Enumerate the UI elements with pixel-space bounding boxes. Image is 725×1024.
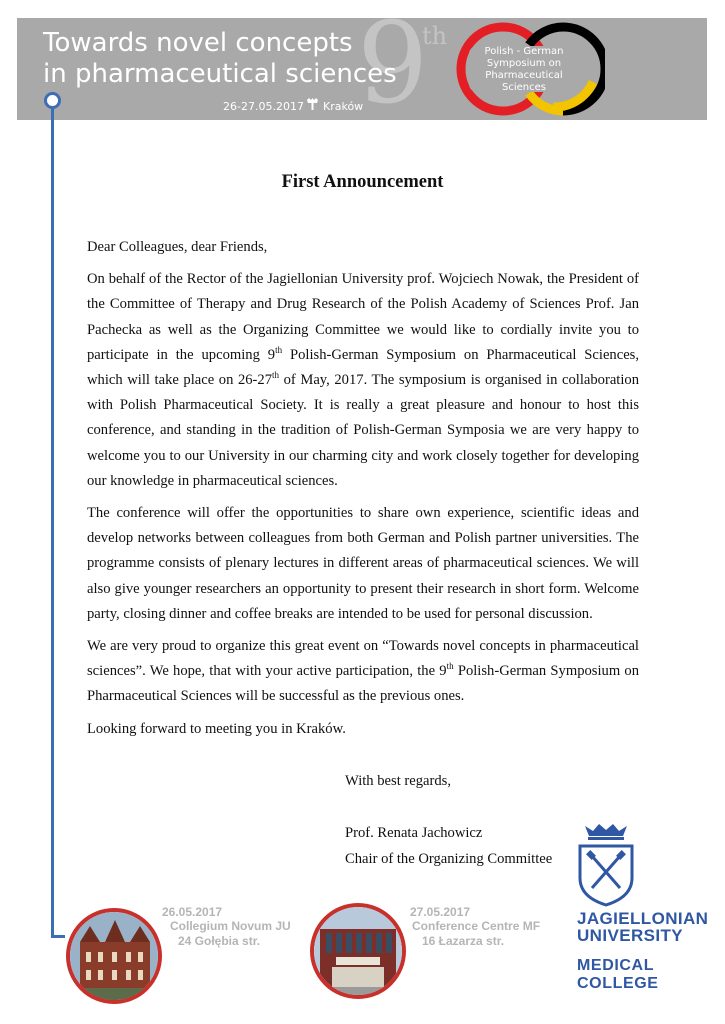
banner-title (43, 28, 397, 90)
building-image-icon (314, 907, 402, 995)
building-image-icon (70, 912, 158, 1000)
university-name (577, 910, 708, 944)
letter-body (87, 235, 639, 749)
paragraph-pride-part1: We are very proud to organize this great event on “Towards novel concepts in pharmaceutical sciences”. We hope, that with your active participation, the 9 (87, 638, 639, 680)
frame-line-vertical (51, 100, 54, 938)
banner-date: 26-27.05.2017 (223, 100, 304, 113)
banner-city: Kraków (323, 100, 364, 113)
paragraph-pride-part2: Polish-German Symposium on Pharmaceutical Sciences will be successful as the previous ones. (87, 663, 639, 705)
ordinal-number: 9 (357, 18, 429, 120)
venue2-date: 27.05.2017 (410, 905, 471, 919)
college-name (577, 957, 659, 993)
signer-role: Chair of the Organizing Committee (345, 851, 553, 867)
university-name-line1: JAGIELLONIAN (577, 909, 709, 928)
venue1-name: Collegium Novum JU (170, 919, 291, 933)
superscript-th: th (446, 661, 454, 672)
venue2-address: 16 Łazarza str. (422, 934, 505, 948)
paragraph-invitation-part2: Polish-German Symposium on Pharmaceutical Sciences, which will take place on 26-27 (87, 346, 639, 389)
header-banner (17, 18, 707, 120)
venue-photo-conference-centre (310, 903, 406, 999)
frame-line-horizontal (51, 935, 65, 938)
venue1-address: 24 Gołębia str. (178, 934, 261, 948)
signer-name: Prof. Renata Jachowicz (345, 825, 483, 841)
paragraph-invitation-part1: On behalf of the Rector of the Jagiellonian University prof. Wojciech Nowak, the President of the Committee of Therapy and Drug Research of the Polish Academy of Sciences Prof. Jan Pachecka as well as the Organizing Committee we would like to cordially invite you to participate in the upcoming 9 (87, 271, 639, 363)
university-crest-icon (577, 822, 635, 907)
logo-line3: Pharmaceutical Sciences (485, 70, 563, 93)
paragraph-invitation (87, 267, 639, 494)
page-title: First Announcement (281, 172, 444, 192)
greeting: Dear Colleagues, dear Friends, (87, 239, 268, 255)
paragraph-closing: Looking forward to meeting you in Kraków. (87, 720, 346, 737)
krakow-crest-icon (306, 97, 319, 111)
paragraph-invitation-part3: of May, 2017. The symposium is organised in collaboration with Polish Pharmaceutical Society. It is really a great pleasure and honour to host this conference, and standing in the tradition of Polish-German Symposia we are very happy to welcome you to our University in our charming city and work closely together for developing our knowledge in pharmaceutical sciences. (87, 372, 639, 489)
symposium-logo-text (463, 46, 585, 94)
venue2-name: Conference Centre MF (412, 919, 541, 933)
banner-title-line1: Towards novel concepts (43, 28, 353, 58)
superscript-th: th (272, 370, 280, 381)
ordinal-suffix: th (422, 22, 448, 50)
frame-ring-icon (44, 92, 61, 109)
paragraph-programme: The conference will offer the opportunities to share own experience, scientific ideas and develop networks between colleagues from both German and Polish partner universities. The programme consists of plenary lectures in different areas of pharmaceutical sciences. We will also give younger researchers an opportunity to present their research in short form. Welcome party, closing dinner and coffee breaks are intended to be used for personal discussion. (87, 505, 639, 622)
banner-title-line2: in pharmaceutical sciences (43, 59, 397, 89)
logo-line1: Polish - German (484, 46, 564, 57)
college-name-line1: MEDICAL (577, 957, 655, 974)
signature-block (345, 768, 552, 872)
superscript-th: th (275, 344, 283, 355)
venue1-date: 26.05.2017 (162, 905, 223, 919)
logo-line2: Symposium on (486, 58, 562, 69)
college-name-line2: COLLEGE (577, 975, 659, 992)
paragraph-pride (87, 634, 639, 710)
venue-photo-collegium-novum (66, 908, 162, 1004)
university-name-line2: UNIVERSITY (577, 926, 684, 945)
closing-phrase: With best regards, (345, 773, 451, 789)
